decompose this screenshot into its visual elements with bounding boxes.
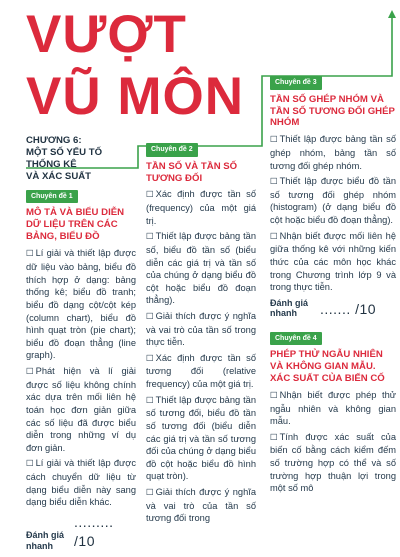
quick-eval-label: Đánh giá nhanh [26, 530, 65, 551]
chapter-title-line-1: MỘT SỐ YẾU TỐ THỐNG KÊ [26, 146, 103, 170]
checkbox-icon: ☐ [146, 395, 154, 406]
list-item: ☐ Phát hiện và lí giải được số liệu không chính xác dựa trên mối liên hệ toán học đơn giản giữa các số liệu đã được biểu diễn trong những ví dụ đơn giản. [26, 366, 136, 453]
checkbox-icon: ☐ [146, 312, 154, 323]
list-item: ☐ Lí giải và thiết lập được cách chuyển dữ liệu từ dạng biểu diễn này sang dạng biểu diễn khác. [26, 458, 136, 508]
page-title-line-1: VƯỢT [26, 5, 187, 64]
checkbox-icon: ☐ [270, 432, 278, 443]
list-item: ☐ Tính được xác suất của biến cố bằng cách kiểm đếm số trường hợp có thể và số trường hợp thuận lợi trong một số mô [270, 431, 396, 494]
topic-tag-3: Chuyên đề 3 [270, 76, 322, 90]
checkbox-icon: ☐ [26, 249, 34, 260]
topic-title-3: TẦN SỐ GHÉP NHÓM VÀ TẦN SỐ TƯƠNG ĐỐI GHÉP NHÓM [270, 93, 395, 129]
list-item: ☐ Nhận biết được mối liên hệ giữa thống kê với những kiến thức của các môn học khác trong Chương trình lớp 9 và trong thực tiễn. [270, 230, 396, 293]
list-item: ☐ Thiết lập được biểu đồ tần số tương đối ghép nhóm (histogram) (ở dạng biểu đồ cột hoặc biểu đồ đoạn thẳng). [270, 176, 396, 226]
checkbox-icon: ☐ [26, 459, 34, 470]
page-title-line-2: VŨ MÔN [26, 67, 244, 126]
list-item: ☐ Xác định được tần số tương đối (relative frequency) của một giá trị. [146, 352, 256, 390]
checkbox-icon: ☐ [146, 190, 154, 201]
checkbox-icon: ☐ [270, 391, 278, 402]
list-item: ☐ Lí giải và thiết lập được dữ liệu vào bảng, biểu đồ thích hợp ở dạng: bảng thống kê; biểu đồ tranh; biểu đồ dạng cột/cột kép (column chart), biểu đồ hình quạt tròn (pie chart); biểu đồ đoạn thẳng (line graph). [26, 248, 136, 361]
topic-title-2: TẦN SỐ VÀ TẦN SỐ TƯƠNG ĐỐI [146, 160, 238, 184]
topic-tag-2: Chuyên đề 2 [146, 143, 198, 157]
list-item: ☐ Nhận biết được phép thử ngẫu nhiên và không gian mẫu. [270, 390, 396, 427]
column-1 [26, 135, 136, 557]
topic-title-4: PHÉP THỬ NGẪU NHIÊN VÀ KHÔNG GIAN MẪU. XÁC SUẤT CỦA BIẾN CỐ [270, 349, 385, 385]
list-item: ☐ Xác định được tần số (frequency) của một giá trị. [146, 189, 256, 226]
quick-eval [270, 298, 396, 319]
column-2 [146, 142, 256, 528]
chapter-number: CHƯƠNG 6: [26, 135, 82, 146]
quick-eval [26, 513, 136, 551]
column-3 [270, 75, 396, 498]
list-item: ☐ Giải thích được ý nghĩa và vai trò của tần số tương đối trong [146, 487, 256, 524]
checkbox-icon: ☐ [270, 135, 278, 146]
checkbox-icon: ☐ [26, 367, 34, 378]
step-arrow-icon [388, 10, 396, 18]
list-item: ☐ Giải thích được ý nghĩa và vai trò của tần số trong thực tiễn. [146, 311, 256, 348]
checkbox-icon: ☐ [270, 177, 278, 188]
chapter-title-line-2: VÀ XÁC SUẤT [26, 170, 92, 182]
chapter-heading [26, 135, 136, 183]
quick-eval-score: ......... /10 [74, 513, 114, 549]
checkbox-icon: ☐ [270, 231, 278, 242]
quick-eval-label: Đánh giá nhanh [270, 297, 309, 319]
checkbox-icon: ☐ [146, 488, 154, 499]
list-item: ☐ Thiết lập được bảng tần số ghép nhóm, bảng tần số tương đối ghép nhóm. [270, 134, 396, 171]
checkbox-icon: ☐ [146, 353, 154, 364]
topic-tag-4: Chuyên đề 4 [270, 332, 322, 346]
list-item: ☐ Thiết lập được bảng tần số tương đối, biểu đồ tần số tương đối (biểu diễn các giá trị và tần số tương đối của chúng ở dạng biểu đồ cột hoặc biểu đồ hình quạt tròn). [146, 394, 256, 482]
checkbox-icon: ☐ [146, 232, 154, 243]
topic-title-1: MÔ TẢ VÀ BIỂU DIỄN DỮ LIỆU TRÊN CÁC BẢNG, BIỂU ĐỒ [26, 207, 125, 243]
topic-tag-1: Chuyên đề 1 [26, 190, 78, 204]
quick-eval-score: ....... /10 [320, 300, 377, 317]
list-item: ☐ Thiết lập được bảng tần số, biểu đồ tần số (biểu diễn các giá trị và tần số của chúng ở dạng biểu đồ cột hoặc biểu đồ đoạn thẳng). [146, 231, 256, 306]
